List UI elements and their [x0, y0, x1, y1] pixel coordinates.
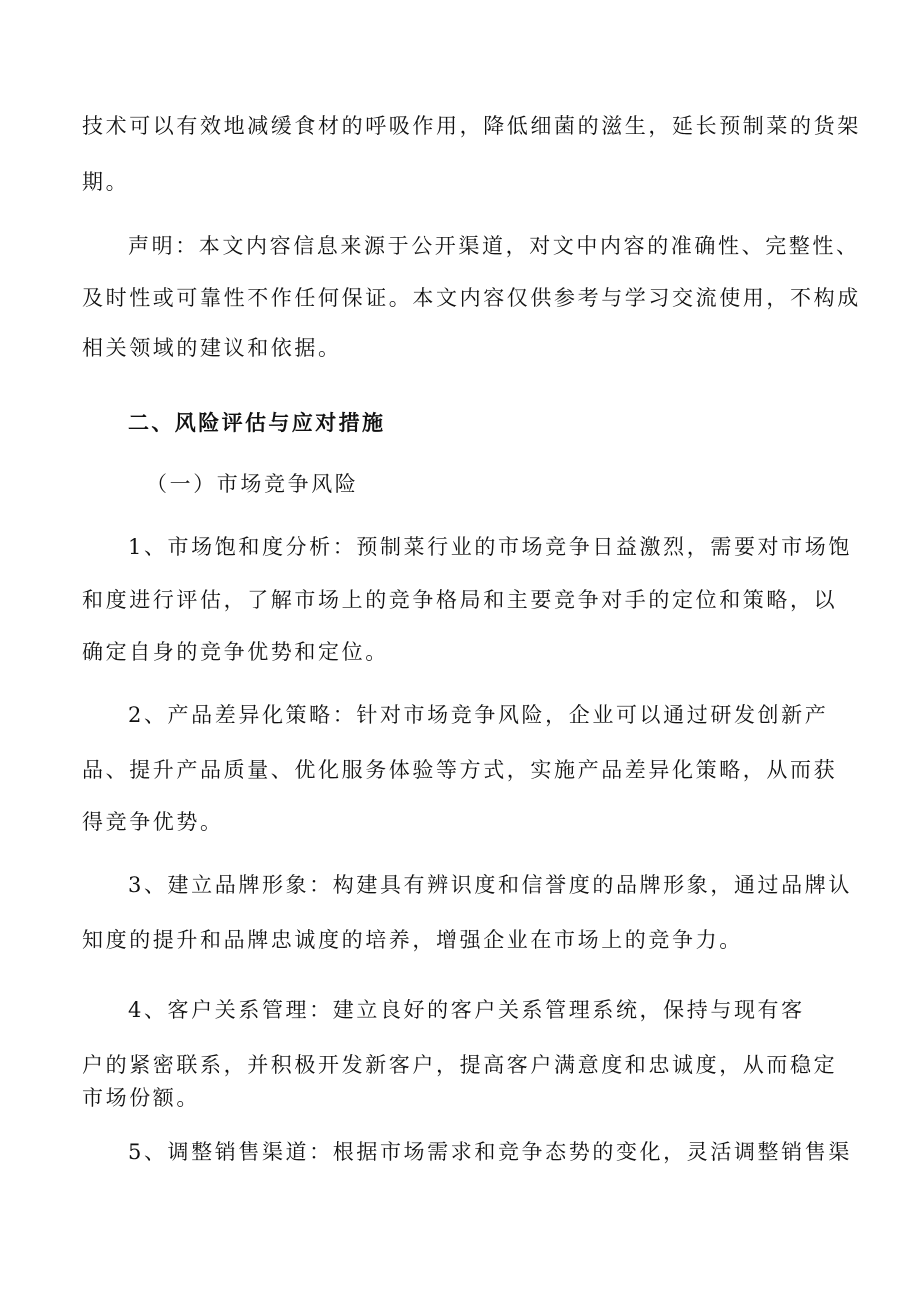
- subsection-heading: （一）市场竞争风险: [146, 472, 359, 496]
- text-line: 技术可以有效地减缓食材的呼吸作用，降低细菌的滋生，延长预制菜的货架: [82, 114, 861, 138]
- disclaimer-line: 声明：本文内容信息来源于公开渠道，对文中内容的准确性、完整性、: [128, 234, 860, 258]
- text-line: 确定自身的竞争优势和定位。: [82, 640, 389, 664]
- text-line: 期。: [82, 170, 130, 194]
- text-line: 4、客户关系管理：建立良好的客户关系管理系统，保持与现有客: [128, 998, 805, 1022]
- text-line: 得竞争优势。: [82, 810, 224, 834]
- text-line: 市场份额。: [82, 1086, 200, 1110]
- text-line: 2、产品差异化策略：针对市场竞争风险，企业可以通过研发创新产: [128, 703, 829, 727]
- text-line: 3、建立品牌形象：构建具有辨识度和信誉度的品牌形象，通过品牌认: [128, 873, 852, 897]
- disclaimer-line: 及时性或可靠性不作任何保证。本文内容仅供参考与学习交流使用，不构成: [82, 286, 861, 310]
- text-line: 5、调整销售渠道：根据市场需求和竞争态势的变化，灵活调整销售渠: [128, 1140, 852, 1164]
- text-line: 知度的提升和品牌忠诚度的培养，增强企业在市场上的竞争力。: [82, 928, 743, 952]
- disclaimer-line: 相关领域的建议和依据。: [82, 336, 342, 360]
- text-line: 品、提升产品质量、优化服务体验等方式，实施产品差异化策略，从而获: [82, 758, 838, 782]
- text-line: 和度进行评估，了解市场上的竞争格局和主要竞争对手的定位和策略，以: [82, 588, 838, 612]
- section-heading: 二、风险评估与应对措施: [128, 410, 386, 435]
- text-line: 户的紧密联系，并积极开发新客户，提高客户满意度和忠诚度，从而稳定: [82, 1053, 838, 1077]
- text-line: 1、市场饱和度分析：预制菜行业的市场竞争日益激烈，需要对市场饱: [128, 535, 852, 559]
